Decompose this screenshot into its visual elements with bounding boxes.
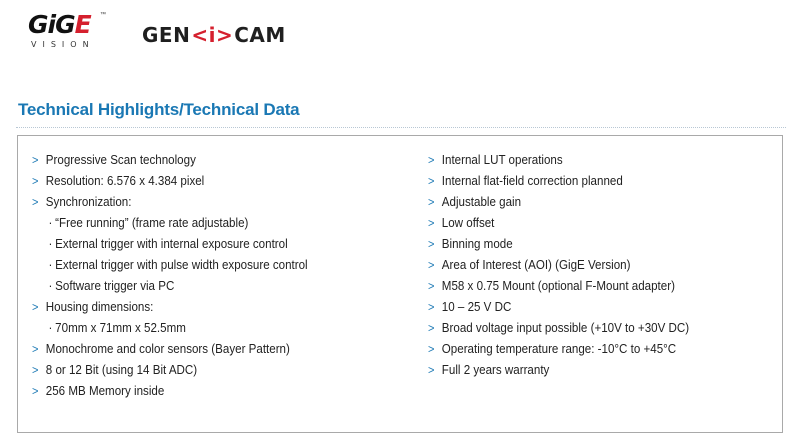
spec-subitem: · 70mm x 71mm x 52.5mm [48, 321, 186, 335]
spec-subitem: · “Free running” (frame rate adjustable) [48, 216, 249, 230]
chevron-right-icon: > [32, 195, 39, 209]
chevron-right-icon: > [428, 258, 435, 272]
gige-vision-logo [28, 12, 118, 52]
spec-item: > Operating temperature range: -10°C to +45°C [428, 339, 755, 360]
spec-item: > Housing dimensions: [32, 297, 382, 318]
spec-item: > 256 MB Memory inside [32, 381, 382, 402]
chevron-right-icon: > [428, 363, 435, 377]
spec-item: > Monochrome and color sensors (Bayer Pattern) [32, 339, 382, 360]
trademark-mark: ™ [100, 12, 106, 18]
chevron-right-icon: > [428, 174, 435, 188]
chevron-right-icon: > [32, 384, 39, 398]
chevron-right-icon: > [428, 300, 435, 314]
chevron-right-icon: > [428, 237, 435, 251]
section-title: Technical Highlights/Technical Data [18, 100, 300, 119]
gige-logo-wordmark: GiGE [28, 10, 91, 39]
genicam-logo: GEN <i> CAM [142, 23, 286, 47]
spec-subitem: · Software trigger via PC [48, 279, 175, 293]
specs-right-column [428, 150, 783, 381]
spec-item: > Synchronization: [32, 192, 382, 213]
chevron-right-icon: > [428, 279, 435, 293]
spec-item: > Binning mode [428, 234, 755, 255]
spec-item: > Resolution: 6.576 x 4.384 pixel [32, 171, 382, 192]
spec-item: > Full 2 years warranty [428, 360, 755, 381]
spec-item: > Progressive Scan technology [32, 150, 382, 171]
chevron-right-icon: > [428, 342, 435, 356]
spec-item: > Low offset [428, 213, 755, 234]
specs-left-column [32, 150, 412, 402]
gige-logo-vision-text: VISION [31, 40, 95, 49]
spec-item: > M58 x 0.75 Mount (optional F-Mount adapter) [428, 276, 755, 297]
spec-item: > Broad voltage input possible (+10V to +30V DC) [428, 318, 755, 339]
spec-item: > Adjustable gain [428, 192, 755, 213]
spec-subitem: · External trigger with pulse width exposure control [48, 258, 308, 272]
spec-item: > 8 or 12 Bit (using 14 Bit ADC) [32, 360, 382, 381]
chevron-right-icon: > [32, 153, 39, 167]
chevron-right-icon: > [32, 300, 39, 314]
spec-item: > 10 – 25 V DC [428, 297, 755, 318]
chevron-right-icon: > [32, 342, 39, 356]
chevron-right-icon: > [32, 174, 39, 188]
chevron-right-icon: > [428, 321, 435, 335]
spec-item: > Internal flat-field correction planned [428, 171, 755, 192]
title-divider [16, 127, 786, 128]
spec-item: > Area of Interest (AOI) (GigE Version) [428, 255, 755, 276]
spec-item: > Internal LUT operations [428, 150, 755, 171]
chevron-right-icon: > [428, 216, 435, 230]
spec-subitem: · External trigger with internal exposure control [48, 237, 288, 251]
chevron-right-icon: > [32, 363, 39, 377]
chevron-right-icon: > [428, 153, 435, 167]
chevron-right-icon: > [428, 195, 435, 209]
logo-bar [28, 12, 348, 52]
